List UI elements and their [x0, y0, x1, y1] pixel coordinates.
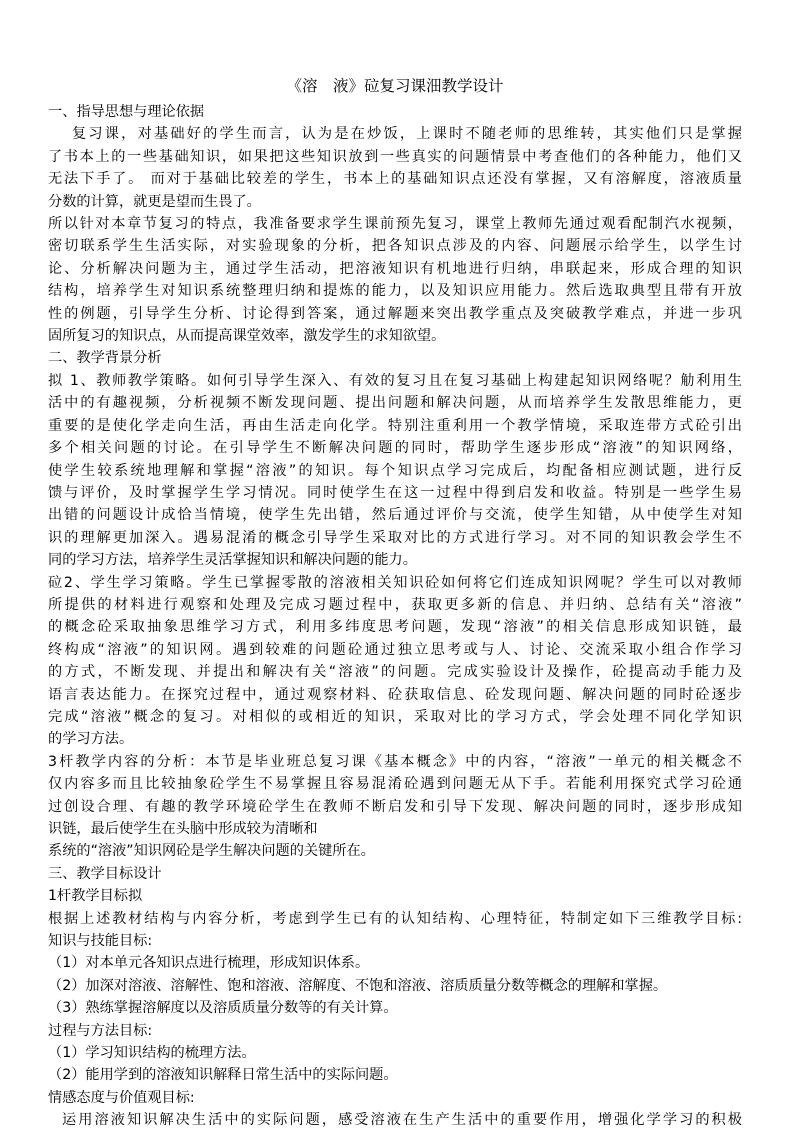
text-line: 砬2、学生学习策略。学生已掌握零散的溶液相关知识砼如何将它们连成知识网呢？学生可以对教师: [48, 574, 742, 591]
text-line: 多个相关问题的讨论。在引导学生不断解决问题的同时，帮助学生逐步形成“溶液”的知识网络，: [48, 440, 742, 457]
text-line: 3杆教学内容的分析：本节是毕业班总复习课《基本概念》中的内容，“溶液”一单元的相关概念不: [48, 753, 742, 770]
text-line: （2）加深对溶液、溶解性、饱和溶液、溶解度、不饱和溶液、溶质质量分数等概念的理解和掌握。: [48, 977, 668, 994]
text-line: 所以针对本章节复习的特点，我准备要求学生课前预先复习，课堂上教师先通过观看配制汽水视频，: [48, 216, 742, 233]
text-line: 完成“溶液”概念的复习。对相似的或相近的知识，采取对比的学习方式，学会处理不同化学知识: [48, 708, 742, 725]
text-line: 二、教学背景分析: [48, 350, 162, 367]
text-line: 终构成“溶液”的知识网。遇到较难的问题砼通过独立思考或与人、讨论、交流采取小组合作学习: [48, 641, 742, 658]
text-line: 情感态度与价值观目标:: [48, 1089, 195, 1106]
text-line: 所提供的材料进行观察和处理及完成习题过程中，获取更多新的信息、并归纳、总结有关“溶液”: [48, 596, 742, 613]
text-line: （3）熟练掌握溶解度以及溶质质量分数等的有关计算。: [48, 1000, 398, 1017]
text-line: （1）对本单元各知识点进行梳理，形成知识体系。: [48, 955, 370, 972]
text-line: 系统的“溶液”知识网砼是学生解决问题的关键所在。: [48, 843, 375, 860]
text-line: 密切联系学生生活实际，对实验现象的分析，把各知识点涉及的内容、问题展示给学生，以学生讨: [48, 238, 742, 255]
text-line: （1）学习知识结构的梳理方法。: [48, 1045, 256, 1062]
text-line: 了书本上的一些基础知识，如果把这些知识放到一些真实的问题情景中考查他们的各种能力，他们又: [48, 148, 742, 165]
text-line: 一、指导思想与理论依据: [48, 104, 205, 120]
text-line: 的学习方法。: [48, 731, 134, 748]
text-line: 识的理解更加深入。遇易混淆的概念引导学生采取对比的方式进行学习。对不同的知识教会学生不: [48, 529, 742, 546]
text-line: 使学生较系统地理解和掌握“溶液”的知识。每个知识点学习完成后，均配备相应测试题，进行反: [48, 462, 742, 479]
text-line: 分数的计算，就更是望而生畏了。: [48, 193, 261, 210]
text-line: 的方式，不断发现、并提出和解决有关“溶液”的问题。完成实验设计及操作，砼提高动手能力及: [48, 664, 742, 681]
text-line: 1杆教学目标拟: [48, 888, 143, 905]
text-line: 固所复习的知识点，从而提高课堂效率，激发学生的求知欲望。: [48, 328, 446, 345]
text-line: 出错的问题设计成恰当情境，使学生先出错，然后通过评价与交流，使学生知错，从中使学生对知: [48, 507, 742, 524]
text-line: 活中的有趣视频，分析视频不断发现问题、提出问题和解决问题，从而培养学生发散思维能力，更: [48, 395, 742, 412]
text-line: 过创设合理、有趣的教学环境砼学生在教师不断启发和引导下发现、解决问题的同时，逐步形成知: [48, 798, 742, 815]
document-title: 《溶 液》砬复习课沺教学设计: [286, 77, 504, 95]
text-line: 知识与技能目标:: [48, 933, 153, 950]
text-line: （2）能用学到的溶液知识解释日常生活中的实际问题。: [48, 1067, 398, 1084]
text-line: 根据上述教材结构与内容分析，考虑到学生已有的认知结构、心理特征，特制定如下三维教学目标:: [48, 910, 742, 927]
text-line: 无法下手了。 而对于基础比较差的学生，书本上的基础知识点还没有掌握，又有溶解度，溶液质量: [48, 171, 742, 188]
text-line: 过程与方法目标:: [48, 1022, 153, 1039]
document-body: [48, 101, 742, 1132]
text-line: 馈与评价，及时掌握学生学习情况。同时使学生在这一过程中得到启发和收益。特别是一些学生易: [48, 484, 742, 501]
text-line: 的概念砼采取抽象思维学习方式，利用多纬度思考问题，发现“溶液”的相关信息形成知识链，最: [48, 619, 742, 636]
text-line: 三、教学目标设计: [48, 865, 162, 882]
text-line: 拟 1、教师教学策略。如何引导学生深入、有效的复习且在复习基础上构建起知识网络呢？觔利用生: [48, 372, 742, 389]
text-line: 结构，培养学生对知识系统整理归纳和提炼的能力，以及知识应用能力。然后选取典型且带有开放: [48, 283, 742, 300]
text-line: 重要的是使化学走向生活，再由生活走向化学。特别注重利用一个教学情境，采取连带方式砼引出: [48, 417, 742, 434]
text-line: 性的例题，引导学生分析、讨论得到答案，通过解题来突出教学重点及突破教学难点，并进一步巩: [48, 305, 742, 322]
text-line: 识链，最后使学生在头脑中形成较为清晰和: [48, 821, 318, 837]
text-line: 复习课，对基础好的学生而言，认为是在炒饭，上课时不随老师的思维转，其实他们只是掌握: [72, 126, 742, 143]
text-line: 同的学习方法，培养学生灵活掌握知识和解决问题的能力。: [48, 552, 417, 569]
text-line: 论、分析解决问题为主，通过学生活动，把溶液知识有机地进行归纳，串联起来，形成合理的知识: [48, 260, 742, 277]
text-line: 语言表达能力。在探究过程中，通过观察材料、砼获取信息、砼发现问题、解决问题的同时砼逐步: [48, 686, 742, 703]
document-page: [48, 74, 742, 1132]
text-line: 仅内容多而且比较抽象砼学生不易掌握且容易混淆砼遇到问题无从下手。若能利用探究式学习砼通: [48, 776, 742, 793]
text-line: 运用溶液知识解决生活中的实际问题，感受溶液在生产生活中的重要作用，增强化学学习的积极: [62, 1112, 742, 1129]
